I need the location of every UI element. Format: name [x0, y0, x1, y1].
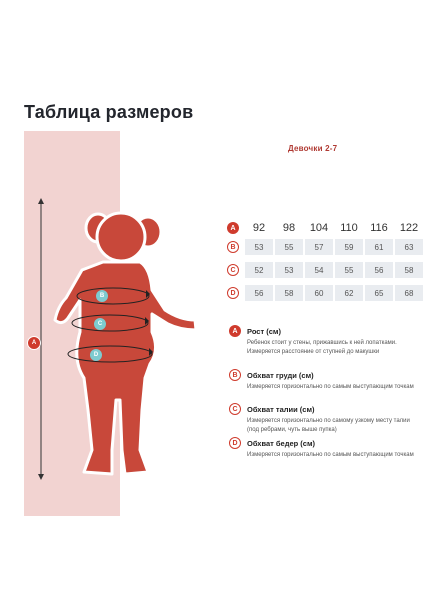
description-badge: B — [229, 369, 241, 381]
size-table-header-row — [227, 220, 425, 236]
row-badge: D — [227, 287, 239, 299]
table-cell: 58 — [275, 285, 303, 301]
table-row — [227, 285, 425, 301]
table-cell: 54 — [305, 262, 333, 278]
row-badge: C — [227, 264, 239, 276]
description-height — [229, 325, 429, 357]
description-title: Обхват груди (см) — [247, 370, 314, 380]
figure-label-height: A — [27, 336, 41, 350]
table-cell: 62 — [335, 285, 363, 301]
table-row — [227, 262, 425, 278]
page-title: Таблица размеров — [24, 102, 194, 122]
size-header: 122 — [399, 222, 419, 234]
table-cell: 65 — [365, 285, 393, 301]
subtitle: Девочки 2-7 — [288, 144, 338, 153]
description-hips — [229, 437, 429, 460]
table-cell: 52 — [245, 262, 273, 278]
description-text: Измеряется горизонтально по самым выступающим точкам — [247, 384, 414, 390]
size-header: 110 — [340, 222, 358, 234]
description-badge: C — [229, 403, 241, 415]
description-text: Измеряется горизонтально по самым выступающим точкам — [247, 452, 414, 458]
description-title: Обхват бедер (см) — [247, 438, 316, 448]
row-badge: A — [227, 222, 239, 234]
table-cell: 57 — [305, 239, 333, 255]
figure-label-waist: C — [94, 318, 106, 330]
description-text: Ребенок стоит у стены, прижавшись к ней лопатками. Измеряется расстояние от ступней до макушки — [247, 340, 397, 355]
table-cell: 56 — [245, 285, 273, 301]
size-header: 92 — [252, 222, 266, 234]
table-cell: 53 — [245, 239, 273, 255]
description-text: Измеряется горизонтально по самому узкому месту талии (под ребрами, чуть выше пупка) — [247, 418, 410, 433]
table-row — [227, 239, 425, 255]
table-cell: 53 — [275, 262, 303, 278]
table-cell: 61 — [365, 239, 393, 255]
description-title: Обхват талии (см) — [247, 404, 315, 414]
table-cell: 59 — [335, 239, 363, 255]
size-header: 116 — [370, 222, 388, 234]
description-title: Рост (см) — [247, 326, 281, 336]
size-header: 98 — [282, 222, 296, 234]
description-waist — [229, 403, 429, 435]
table-cell: 68 — [395, 285, 423, 301]
table-cell: 55 — [275, 239, 303, 255]
row-badge: B — [227, 241, 239, 253]
size-header: 104 — [309, 222, 329, 234]
description-chest — [229, 369, 429, 392]
description-badge: A — [229, 325, 241, 337]
figure-label-chest: B — [96, 290, 108, 302]
table-cell: 63 — [395, 239, 423, 255]
table-cell: 60 — [305, 285, 333, 301]
figure-label-hips: D — [90, 349, 102, 361]
table-cell: 56 — [365, 262, 393, 278]
table-cell: 55 — [335, 262, 363, 278]
description-badge: D — [229, 437, 241, 449]
table-cell: 58 — [395, 262, 423, 278]
